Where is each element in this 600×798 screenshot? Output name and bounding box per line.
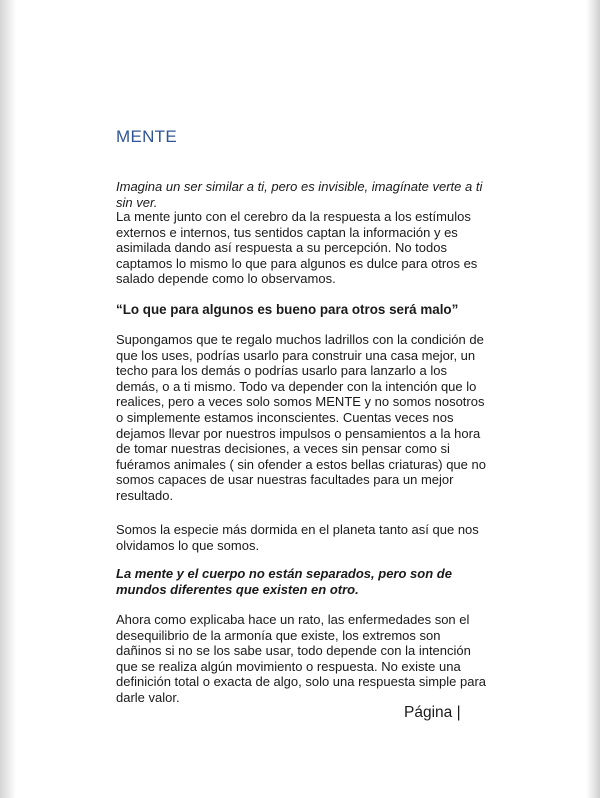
- page-title: MENTE: [116, 127, 177, 146]
- page-number-footer: Página |: [404, 704, 461, 721]
- paragraph-3: Somos la especie más dormida en el planeta tanto así que nos olvidamos lo que somos.: [116, 522, 479, 553]
- section-subheading: La mente y el cuerpo no están separados, pero son de mundos diferentes que existen en otro.: [116, 566, 452, 597]
- paragraph-2: Supongamos que te regalo muchos ladrillos con la condición de que los uses, podrías usarlo para construir una casa mejor, un techo para los demás o podrías usarlo para lanzarlo a los demás, o a ti mismo. Todo va depender con la intención que lo realices, pero a veces solo somos MENTE y no somos nosotros o simplemente estamos inconscientes. Cuentas veces nos dejamos llevar por nuestros impulsos o pensamientos a la hora de tomar nuestras decisiones, a veces sin pensar como si fuéramos animales ( sin ofender a estos bellas criaturas) que no somos capaces de usar nuestras facultades para un mejor resultado.: [116, 332, 486, 503]
- page-shadow-right: [586, 0, 600, 798]
- page-shadow-left: [0, 0, 16, 798]
- document-page: [116, 0, 488, 798]
- paragraph-4: Ahora como explicaba hace un rato, las enfermedades son el desequilibrio de la armonía que existe, los extremos son dañinos si no se los sabe usar, todo depende con la intención que se realiza algún movimiento o respuesta. No existe una definición total o exacta de algo, solo una respuesta simple para darle valor.: [116, 612, 487, 705]
- quote-heading: “Lo que para algunos es bueno para otros será malo”: [116, 302, 459, 317]
- paragraph-1: La mente junto con el cerebro da la respuesta a los estímulos externos e internos, tus sentidos captan la información y es asimilada dando así respuesta a su percepción. No todos captamos lo mismo lo que para algunos es dulce para otros es salado depende como lo observamos.: [116, 209, 478, 287]
- intro-line: Imagina un ser similar a ti, pero es invisible, imagínate verte a ti sin ver.: [116, 179, 483, 210]
